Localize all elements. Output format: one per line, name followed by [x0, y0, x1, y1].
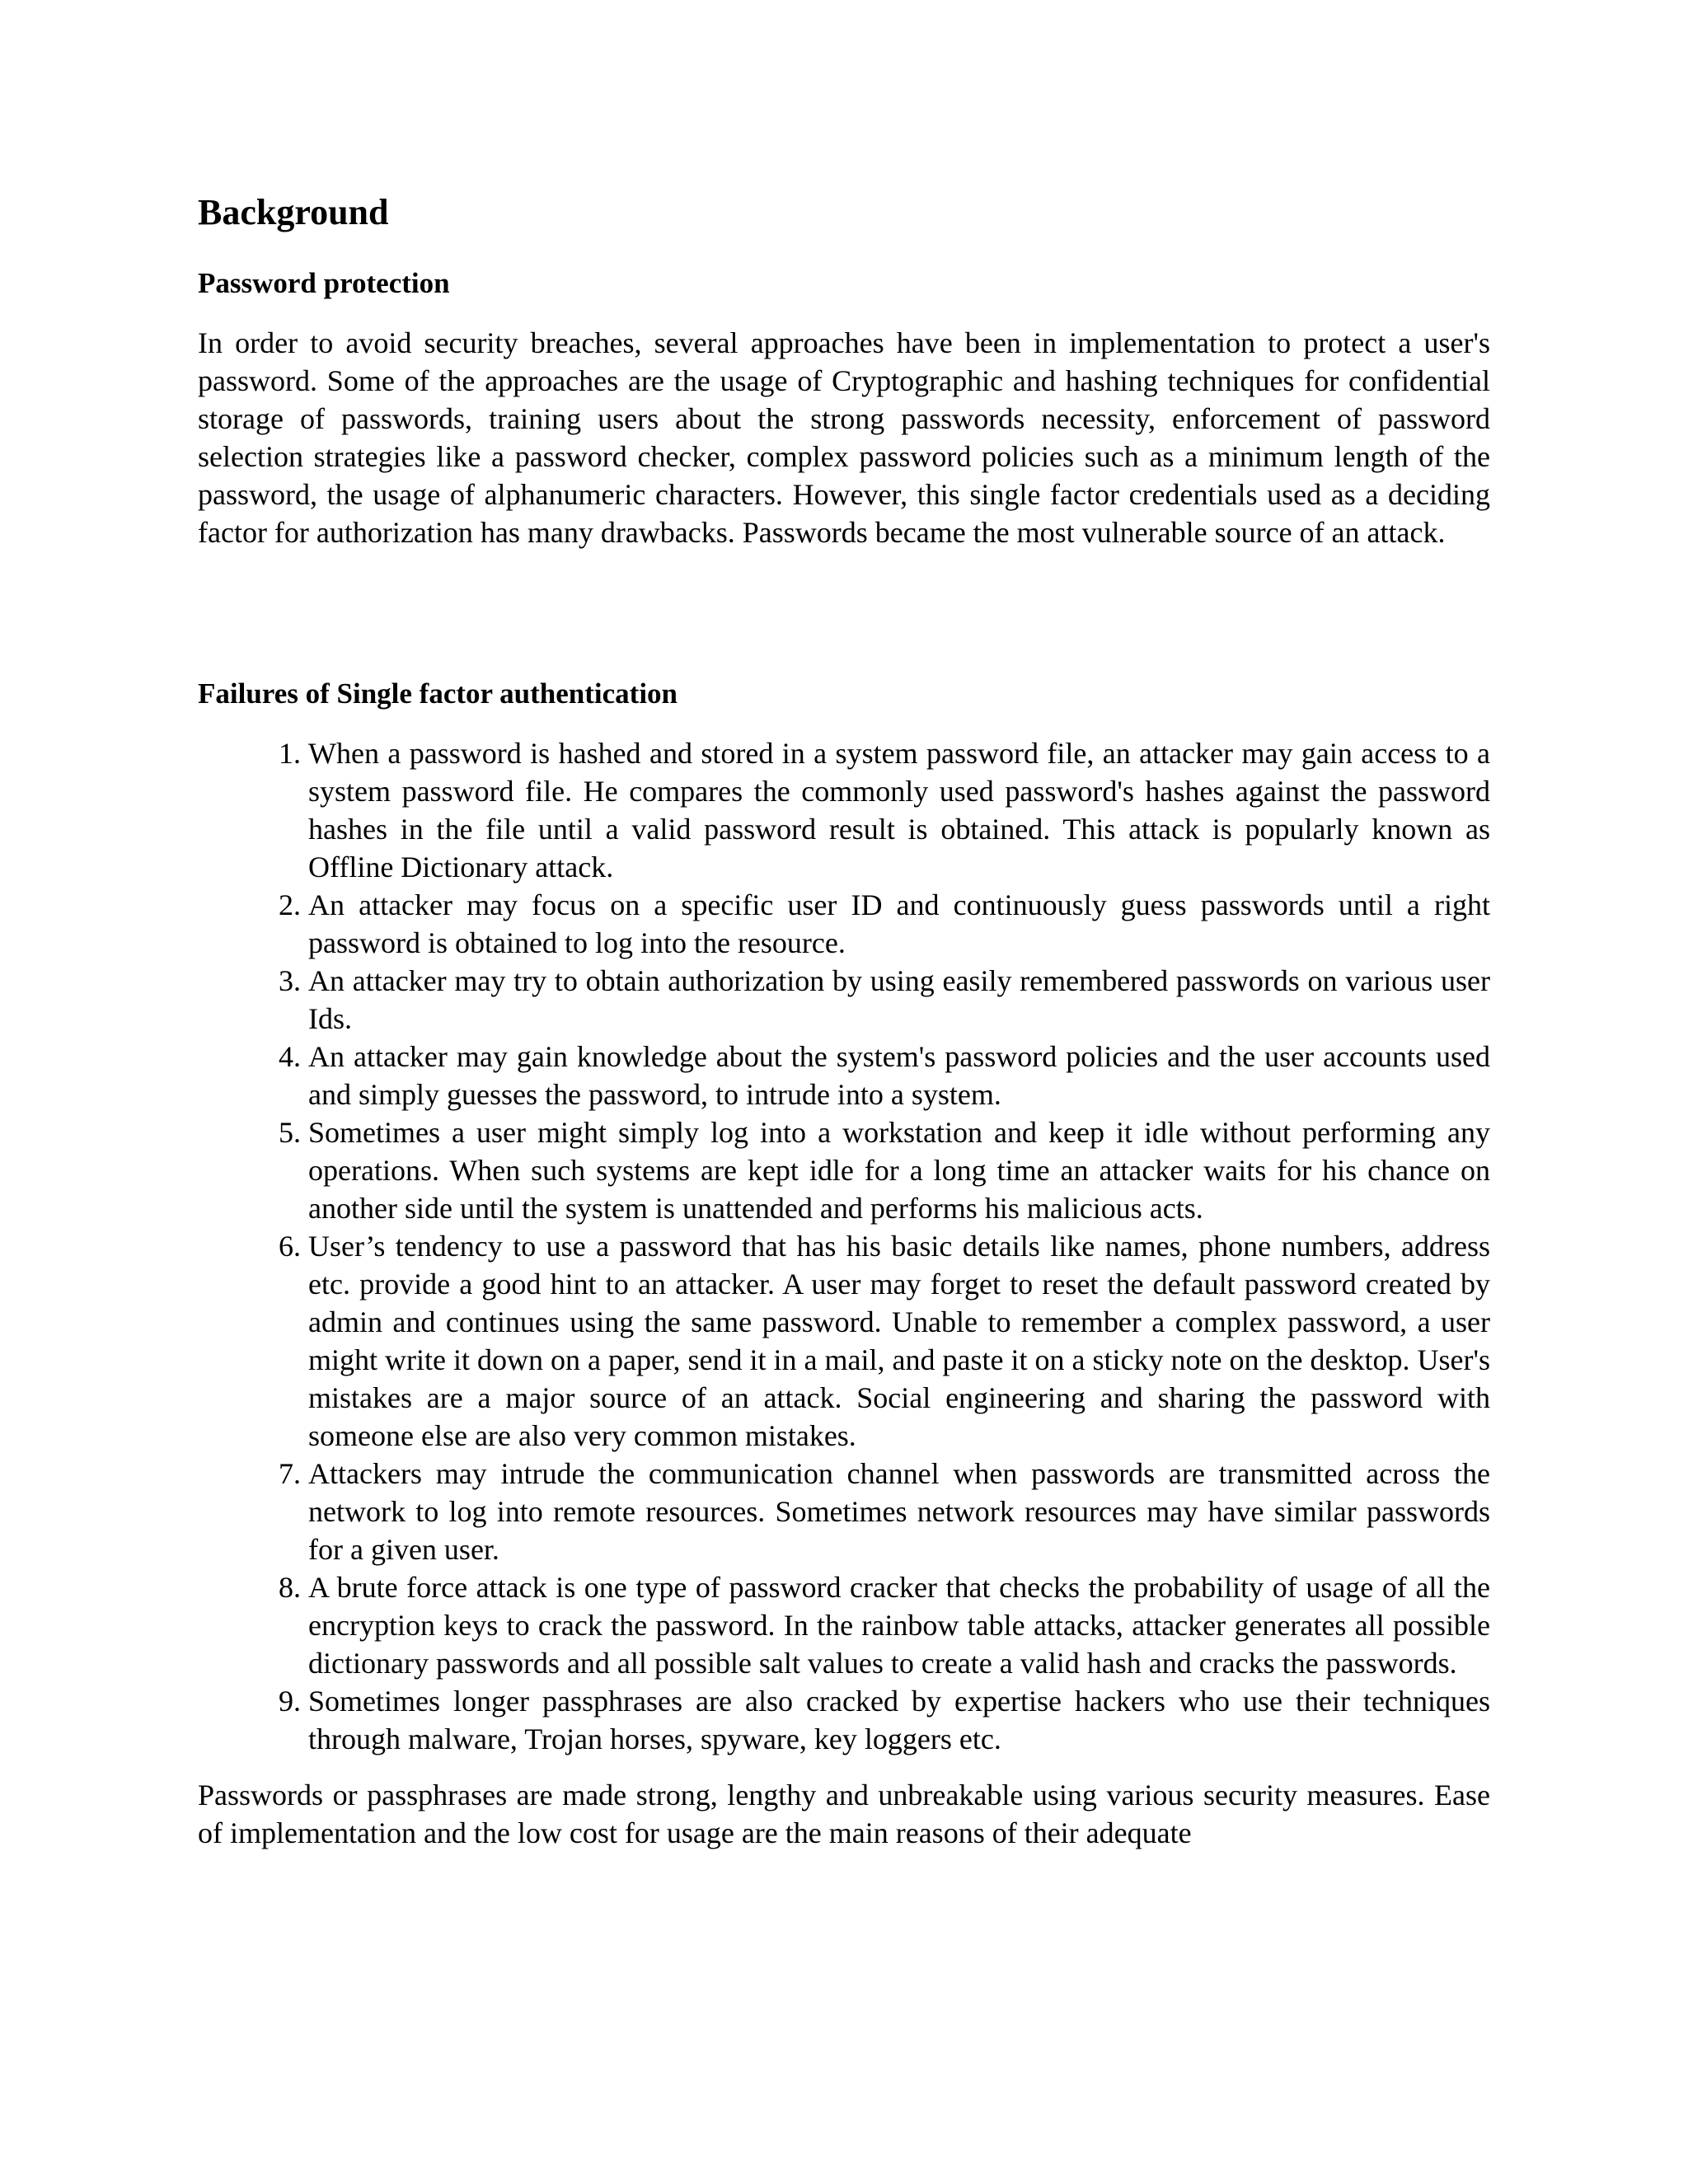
list-item: 6. User’s tendency to use a password that has his basic details like names, phone numbers, address etc. provide a good hint to an attacker. A user may forget to reset the default password created by admin and continues using the same password. Unable to remember a complex password, a user might write it down on a paper, send it in a mail, and paste it on a sticky note on the desktop. User's mistakes are a major source of an attack. Social engineering and sharing the password with someone else are also very common mistakes. — [308, 1227, 1490, 1455]
subsection-heading-failures: Failures of Single factor authentication — [198, 677, 678, 710]
failures-list — [198, 734, 1490, 1758]
list-item: 5. Sometimes a user might simply log into a workstation and keep it idle without performing any operations. When such systems are kept idle for a long time an attacker waits for his chance on another side until the system is unattended and performs his malicious acts. — [308, 1113, 1490, 1227]
list-item: 8. A brute force attack is one type of password cracker that checks the probability of usage of all the encryption keys to crack the password. In the rainbow table attacks, attacker generates all possible dictionary passwords and all possible salt values to create a valid hash and cracks the passwords. — [308, 1568, 1490, 1682]
section-heading: Background — [198, 192, 389, 232]
list-item: 9. Sometimes longer passphrases are also cracked by expertise hackers who use their techniques through malware, Trojan horses, spyware, key loggers etc. — [308, 1682, 1490, 1758]
document-page — [198, 191, 1490, 1852]
closing-paragraph: Passwords or passphrases are made strong, lengthy and unbreakable using various security measures. Ease of implementation and the low cost for usage are the main reasons of their adequate — [198, 1778, 1490, 1849]
list-item: 7. Attackers may intrude the communication channel when passwords are transmitted across the network to log into remote resources. Sometimes network resources may have similar passwords for a given user. — [308, 1455, 1490, 1568]
list-item: 3. An attacker may try to obtain authorization by using easily remembered passwords on various user Ids. — [308, 962, 1490, 1038]
list-item: 1. When a password is hashed and stored in a system password file, an attacker may gain access to a system password file. He compares the commonly used password's hashes against the password hashes in the file until a valid password result is obtained. This attack is popularly known as Offline Dictionary attack. — [308, 734, 1490, 886]
subsection-heading-password-protection: Password protection — [198, 266, 450, 299]
list-item: 2. An attacker may focus on a specific user ID and continuously guess passwords until a right password is obtained to log into the resource. — [308, 886, 1490, 962]
password-protection-paragraph: In order to avoid security breaches, several approaches have been in implementation to protect a user's password. Some of the approaches are the usage of Cryptographic and hashing techniques for confidential storage of passwords, training users about the strong passwords necessity, enforcement of password selection strategies like a password checker, complex password policies such as a minimum length of the password, the usage of alphanumeric characters. However, this single factor credentials used as a deciding factor for authorization has many drawbacks. Passwords became the most vulnerable source of an attack. — [198, 326, 1490, 549]
list-item: 4. An attacker may gain knowledge about the system's password policies and the user accounts used and simply guesses the password, to intrude into a system. — [308, 1038, 1490, 1113]
